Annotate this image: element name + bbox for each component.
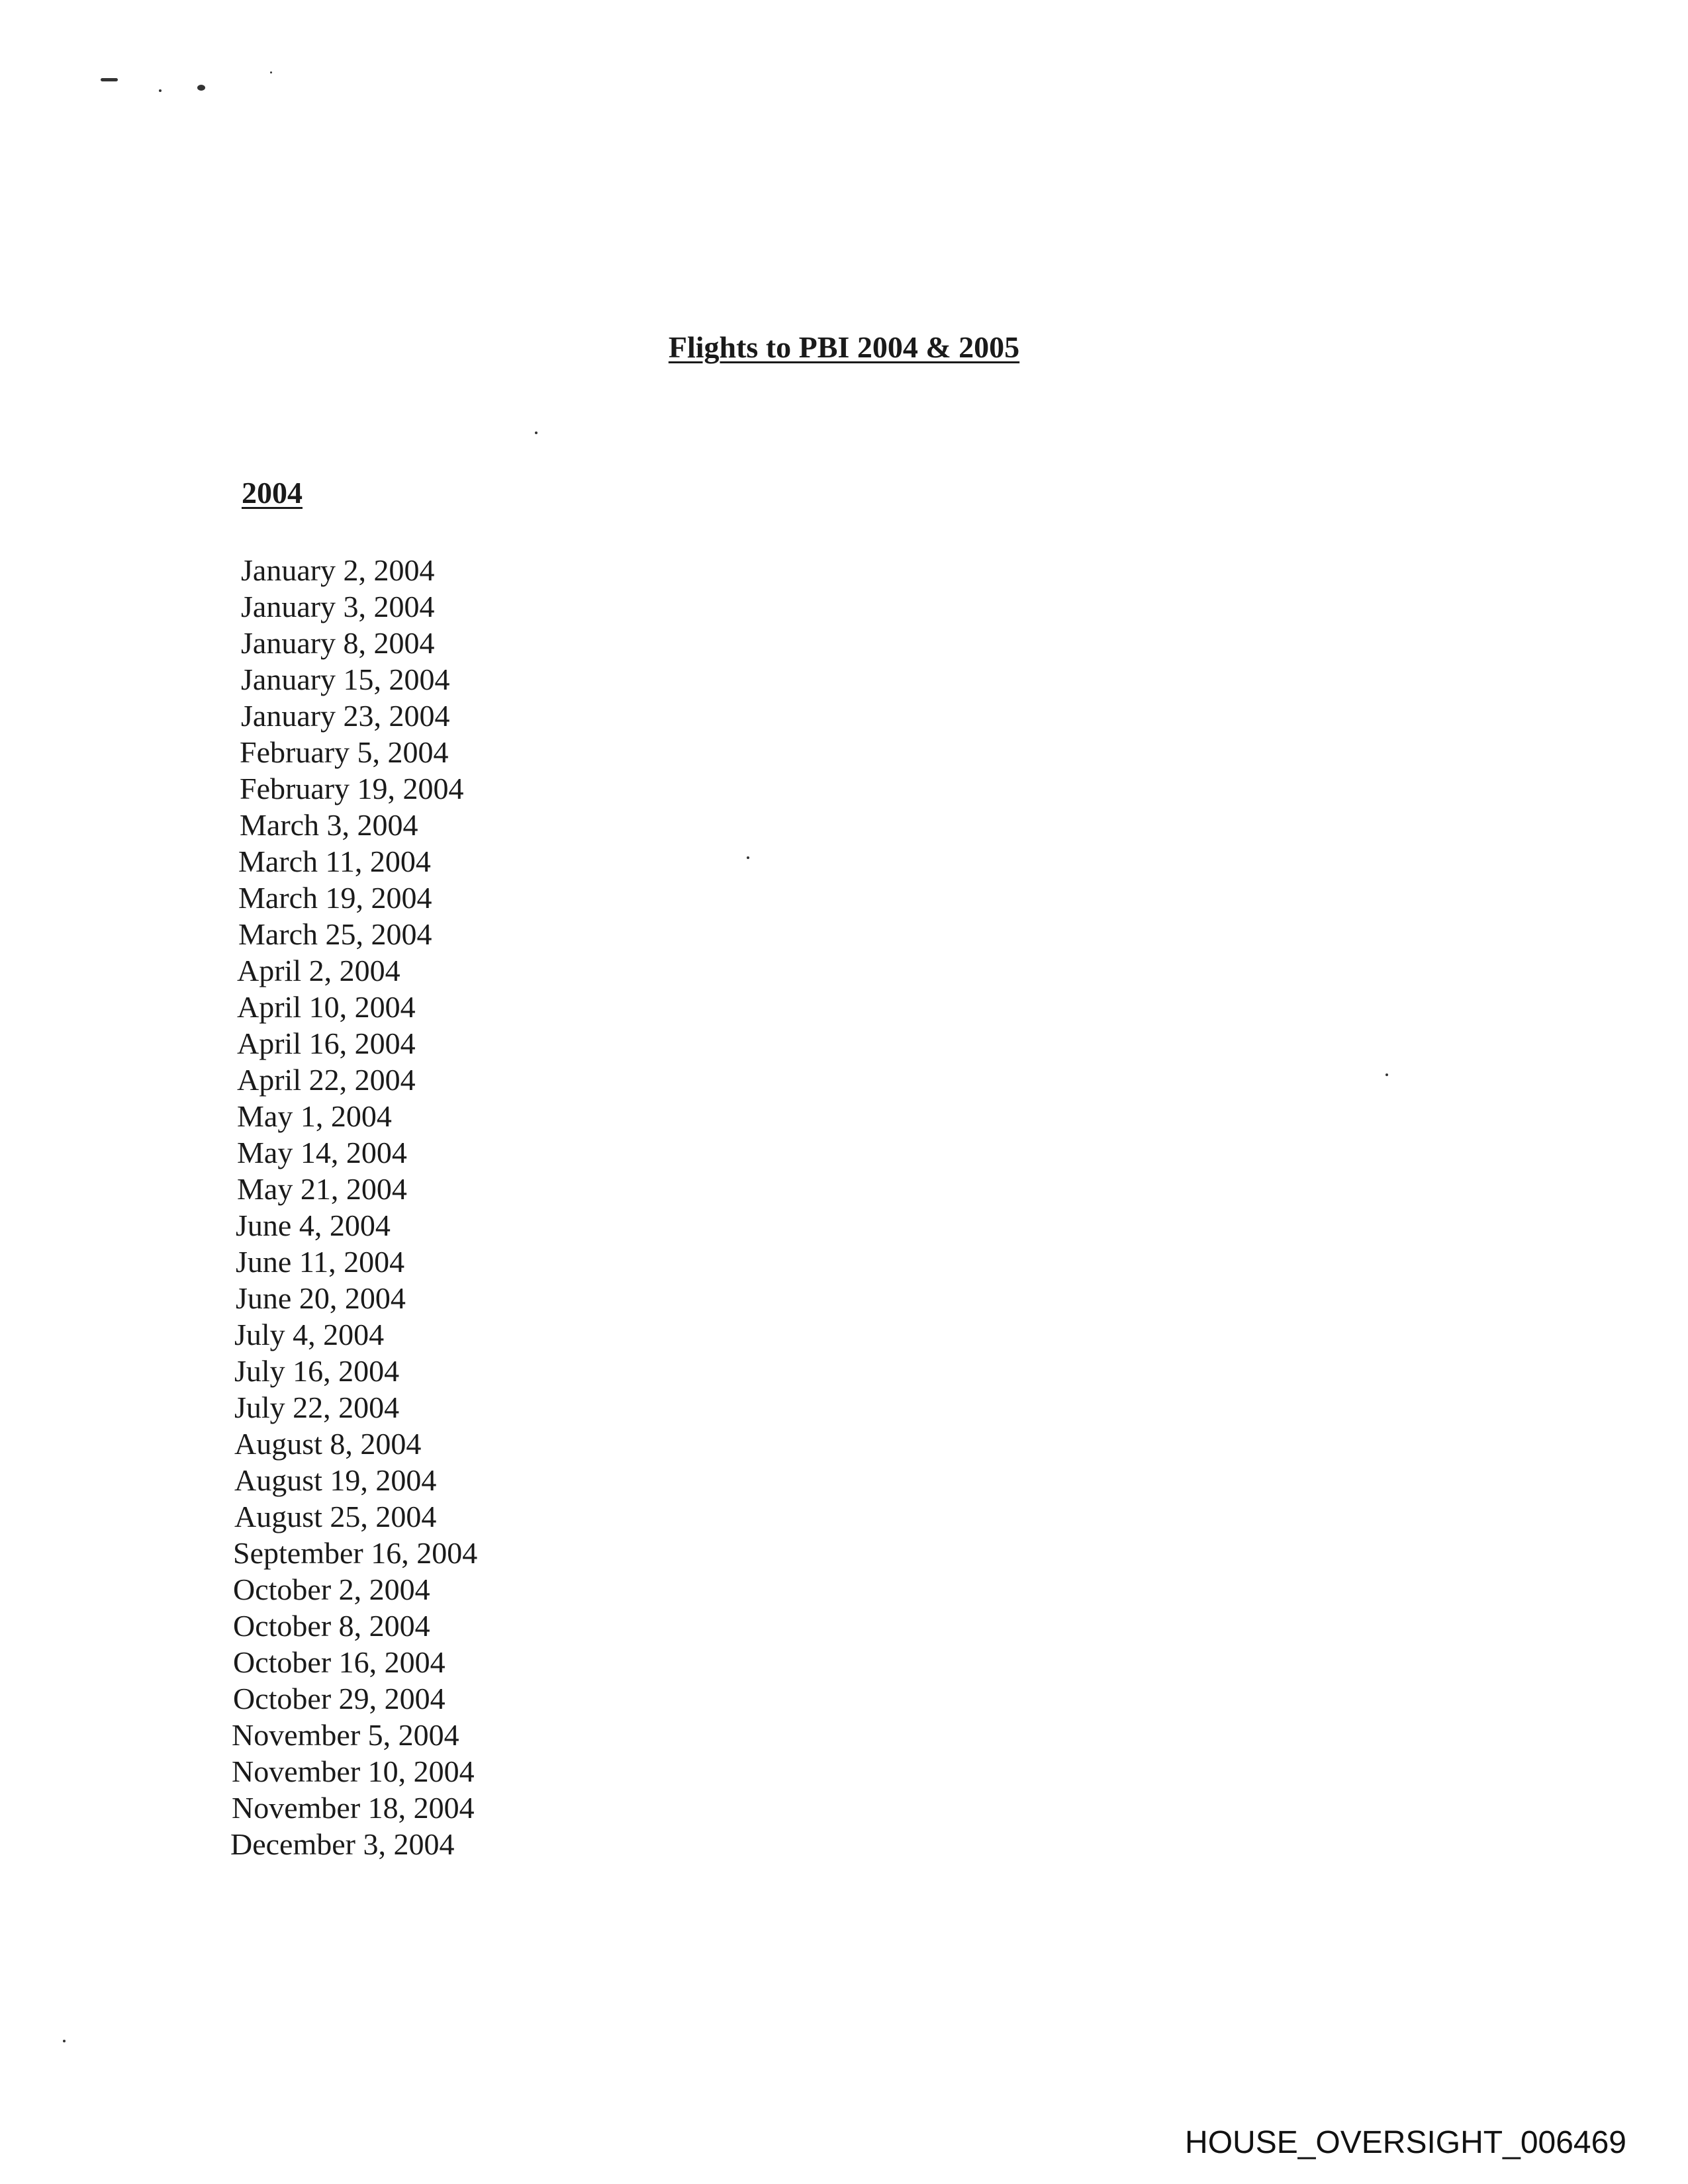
list-item: October 8, 2004 [233,1609,430,1643]
list-item: March 19, 2004 [238,881,432,915]
list-item: June 4, 2004 [236,1208,391,1242]
list-item: January 23, 2004 [241,699,450,733]
list-item: October 2, 2004 [233,1572,430,1606]
section-heading-2004: 2004 [242,476,303,510]
scan-speck [1385,1073,1388,1076]
bates-number: HOUSE_OVERSIGHT_006469 [1185,2125,1626,2160]
list-item: January 8, 2004 [241,626,435,660]
list-item: September 16, 2004 [233,1536,478,1570]
scan-speck [101,78,118,81]
list-item: July 16, 2004 [234,1354,400,1388]
scan-speck [197,85,205,91]
list-item: November 18, 2004 [232,1791,475,1825]
list-item: January 15, 2004 [241,662,450,696]
list-item: June 11, 2004 [236,1245,405,1279]
list-item: May 14, 2004 [237,1136,407,1169]
list-item: August 8, 2004 [234,1427,422,1461]
list-item: June 20, 2004 [236,1281,406,1315]
list-item: April 22, 2004 [237,1063,416,1097]
list-item: February 19, 2004 [240,772,464,805]
list-item: August 19, 2004 [234,1463,437,1497]
scan-speck [270,71,272,73]
list-item: October 16, 2004 [233,1645,445,1679]
list-item: April 10, 2004 [237,990,416,1024]
list-item: January 3, 2004 [241,590,435,623]
scan-speck [63,2040,66,2042]
list-item: October 29, 2004 [233,1682,445,1715]
list-item: November 5, 2004 [232,1718,459,1752]
scan-speck [535,432,538,434]
list-item: April 16, 2004 [237,1026,416,1060]
scan-speck [159,89,162,92]
list-item: December 3, 2004 [230,1827,455,1861]
list-item: November 10, 2004 [232,1754,475,1788]
list-item: May 21, 2004 [237,1172,407,1206]
list-item: February 5, 2004 [240,735,449,769]
list-item: July 4, 2004 [234,1318,385,1351]
list-item: March 11, 2004 [238,844,431,878]
list-item: March 3, 2004 [240,808,418,842]
document-title-text: Flights to PBI 2004 & 2005 [668,330,1020,364]
document-title [0,330,1688,365]
list-item: August 25, 2004 [234,1500,437,1533]
flight-date-list [230,552,477,1862]
list-item: April 2, 2004 [237,954,400,987]
list-item: March 25, 2004 [238,917,432,951]
scan-speck [747,856,749,859]
list-item: January 2, 2004 [241,553,435,587]
list-item: May 1, 2004 [237,1099,392,1133]
list-item: July 22, 2004 [234,1390,400,1424]
